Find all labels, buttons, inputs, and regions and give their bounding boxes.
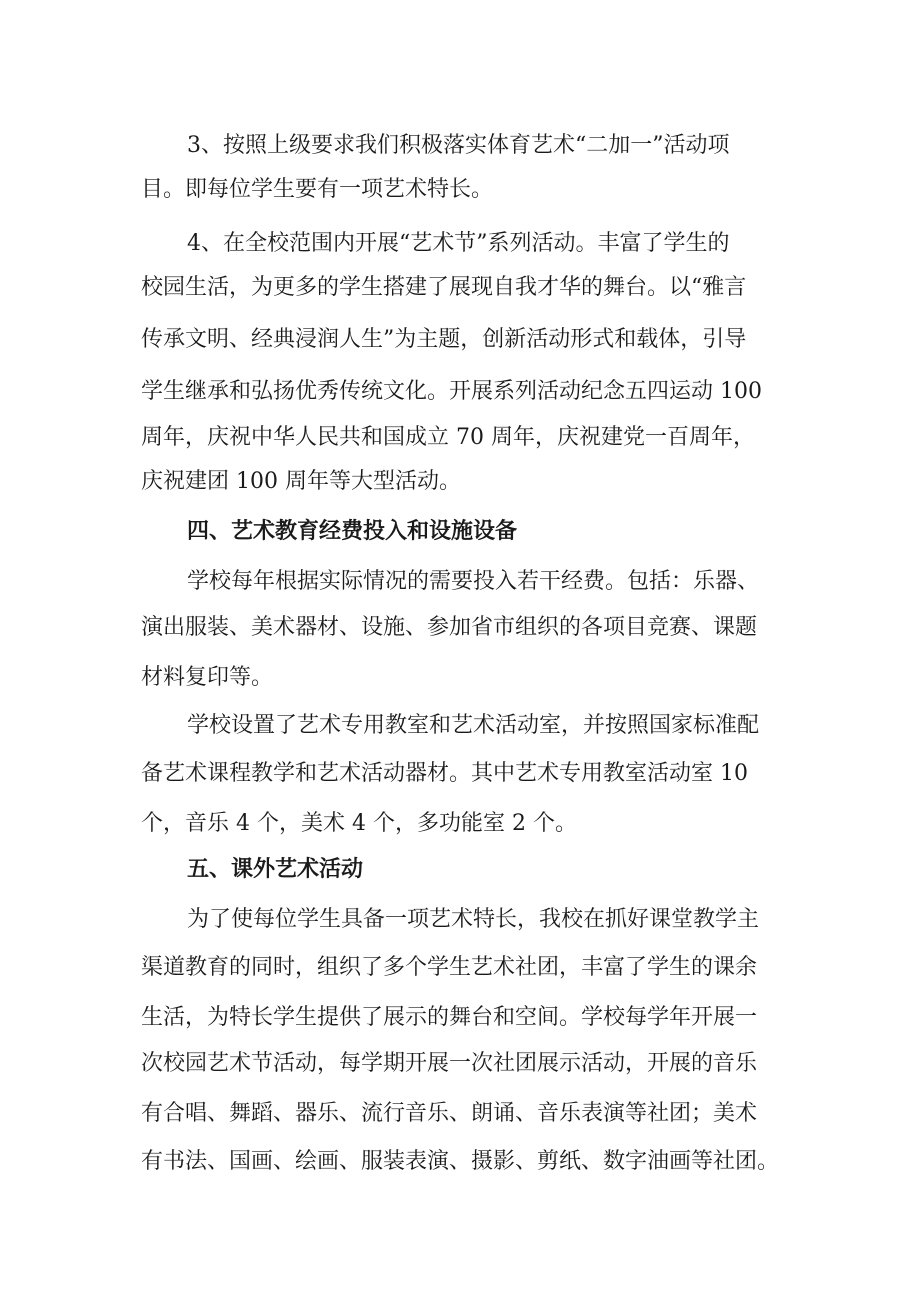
- paragraph-4-line-4: 学生继承和弘扬优秀传统文化。开展系列活动纪念五四运动 100: [141, 379, 762, 404]
- paragraph-4-line-5: 周年，庆祝中华人民共和国成立 70 周年，庆祝建党一百周年，: [141, 425, 755, 450]
- facilities-paragraph-line-2: 备艺术课程教学和艺术活动器材。其中艺术专用教室活动室 10: [141, 761, 748, 786]
- paragraph-3-line-1: 3、按照上级要求我们积极落实体育艺术“二加一”活动项: [187, 133, 730, 158]
- paragraph-4-line-6: 庆祝建团 100 周年等大型活动。: [141, 469, 461, 494]
- paragraph-4-line-3: 传承文明、经典浸润人生”为主题，创新活动形式和载体，引导: [141, 327, 747, 352]
- paragraph-4-line-2: 校园生活，为更多的学生搭建了展现自我才华的舞台。以“雅言: [141, 275, 747, 300]
- facilities-paragraph-line-1: 学校设置了艺术专用教室和艺术活动室，并按照国家标准配: [187, 713, 760, 738]
- section-heading-4: 四、艺术教育经费投入和设施设备: [187, 519, 518, 544]
- funding-paragraph-line-2: 演出服装、美术器材、设施、参加省市组织的各项目竞赛、课题: [141, 615, 758, 640]
- funding-paragraph-line-1: 学校每年根据实际情况的需要投入若干经费。包括：乐器、: [187, 569, 760, 594]
- activities-paragraph-line-6: 有书法、国画、绘画、服装表演、摄影、剪纸、数字油画等社团。: [141, 1149, 780, 1174]
- activities-paragraph-line-3: 生活，为特长学生提供了展示的舞台和空间。学校每学年开展一: [141, 1005, 758, 1030]
- activities-paragraph-line-1: 为了使每位学生具备一项艺术特长，我校在抓好课堂教学主: [187, 907, 760, 932]
- facilities-paragraph-line-3: 个，音乐 4 个，美术 4 个，多功能室 2 个。: [141, 811, 577, 836]
- funding-paragraph-line-3: 材料复印等。: [141, 665, 274, 690]
- activities-paragraph-line-4: 次校园艺术节活动，每学期开展一次社团展示活动，开展的音乐: [141, 1051, 758, 1076]
- activities-paragraph-line-2: 渠道教育的同时，组织了多个学生艺术社团，丰富了学生的课余: [141, 955, 758, 980]
- paragraph-3-line-2: 目。即每位学生要有一项艺术特长。: [141, 177, 494, 202]
- activities-paragraph-line-5: 有合唱、舞蹈、器乐、流行音乐、朗诵、音乐表演等社团；美术: [141, 1101, 758, 1126]
- paragraph-4-line-1: 4、在全校范围内开展“艺术节”系列活动。丰富了学生的: [187, 231, 730, 256]
- section-heading-5: 五、课外艺术活动: [187, 857, 364, 882]
